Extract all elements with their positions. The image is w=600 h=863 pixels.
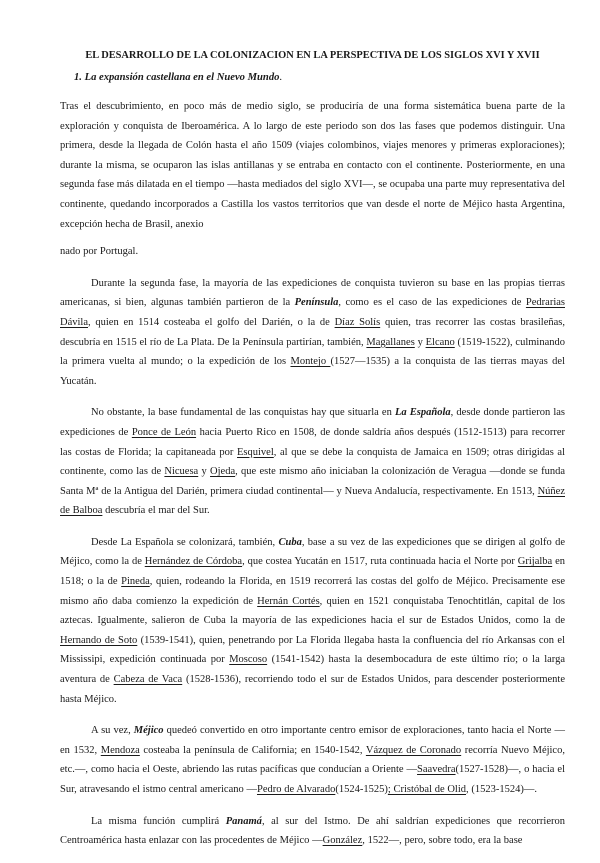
link-ponce-de-leon[interactable]: Ponce de León (131, 426, 197, 438)
text-span: y (414, 336, 426, 348)
text-span: (1539-1541), quien, penetrando por La Florida llegaba hasta la confluencia del río Arkansas con el Mississipi, expedición continuada por (60, 634, 565, 666)
text-span: y (198, 466, 211, 478)
document-page (60, 50, 565, 863)
link-elcano[interactable]: Elcano (425, 336, 455, 348)
paragraph-4 (60, 533, 565, 709)
paragraph-3 (60, 403, 565, 521)
subtitle-period: . (279, 72, 283, 83)
text-span: (1527-1528)—, o hacia el Sur, atravesando el istmo central americano — (60, 764, 565, 795)
text-span: , como es el caso de las expediciones de (338, 297, 526, 309)
section-subtitle (74, 72, 565, 83)
document-title: EL DESARROLLO DE LA COLONIZACION EN LA PERSPECTIVA DE LOS SIGLOS XVI Y XVII (85, 50, 540, 61)
link-grijalba[interactable]: Grijalba (517, 556, 553, 568)
text-span: , que este mismo año iniciaban la colonización de Veragua —donde se funda Santa Mª de la Antigua del Darién, primera ciudad continental— y Nueva Andalucía, respectivamente. En 1513, (60, 466, 565, 497)
text-span: (1527—1535) a la conquista de las tierras mayas del Yucatán. (60, 356, 566, 387)
text-span: (1528-1536), recorriendo todo el sur de Estados Unidos, para descender posteriormente hasta Méjico. (60, 674, 565, 705)
text-span: , quien, rodeando la Florida, en 1519 recorrerá las costas del golfo de Méjico. Precisamente ese mismo año daba comienzo la expedición de (60, 576, 565, 607)
link-moscoso[interactable]: Moscoso (229, 654, 268, 666)
text-span: , al sur del Istmo. De ahí saldrían expediciones que recorrieron Centroamérica hasta enlazar con las procedentes de Méjico — (60, 815, 565, 847)
text-span: A su vez, (91, 725, 134, 737)
emphasis-peninsula: Península (294, 297, 339, 309)
link-esquivel[interactable]: Esquivel (237, 446, 274, 458)
text-span: Durante la segunda fase, la mayoría de las expediciones de conquista tuvieron su base en las propias tierras americanas, si bien, algunas también partieron de la (60, 277, 565, 309)
link-magallanes[interactable]: Magallanes (366, 336, 415, 348)
text-span: , desde donde partieron las expediciones de (60, 407, 566, 438)
text-span: hacia Puerto Rico en 1508, de donde saldría años después (1512-1513) para recorrer las costas de Florida; la capitaneada por (60, 426, 565, 458)
link-hernando-de-soto[interactable]: Hernando de Soto (60, 634, 138, 646)
link-gonzalez[interactable]: González (322, 835, 363, 847)
text-span: Desde La Española se colonizará, también, (91, 536, 279, 548)
text-span: en 1518; o la de (60, 556, 565, 588)
link-cristobal-de-olid[interactable]: ; Cristóbal de Olid (387, 784, 467, 795)
link-nunez-de-balboa[interactable]: Núñez de Balboa (60, 485, 565, 517)
subtitle-text: 1. La expansión castellana en el Nuevo Mundo (74, 72, 280, 83)
paragraph-6 (60, 812, 565, 851)
emphasis-mejico: Méjico (133, 725, 164, 737)
link-pedro-de-alvarado[interactable]: Pedro de Alvarado (256, 784, 336, 795)
link-pineda[interactable]: Pineda (121, 576, 150, 588)
emphasis-cuba: Cuba (278, 536, 302, 548)
paragraph-2 (60, 274, 565, 392)
emphasis-la-espanola: La Española (394, 407, 451, 419)
text-span: , que costea Yucatán en 1517, ruta continuada hacia el Norte por (242, 556, 518, 568)
paragraph-1: Tras el descubrimiento, en poco más de medio siglo, se produciría de una forma sistemática buena parte de la exploración y conquista de Iberoamérica. A lo largo de este periodo son dos las fases que podemos distinguir. Una primera, desde la llegada de Colón hasta el año 1509 (viajes colombinos, viajes menores y primeras exploraciones); durante la misma, se ocuparon las islas antillanas y se entraba en contacto con el continente. Posteriormente, en una segunda fase más dilatada en el tiempo —hasta mediados del siglo XVI—, se ocupaba una parte muy representativa del continente, quedando incorporados a Castilla los vastos territorios que van desde el norte de Méjico hasta Argentina, excepción hecha de Brasil, anexio (60, 101, 565, 230)
link-diaz-solis[interactable]: Díaz Solís (334, 316, 381, 328)
link-hernan-cortes[interactable]: Hernán Cortés (257, 595, 320, 607)
link-hernandez-de-cordoba[interactable]: Hernández de Córdoba (144, 556, 243, 568)
link-montejo[interactable]: Montejo (290, 356, 331, 368)
paragraph-1-continuation: nado por Portugal. (60, 246, 139, 258)
text-span: recorría Nuevo Méjico, etc.—, como hacia el Oeste, abriendo las rutas pacíficas que conducían a Oriente — (60, 744, 565, 776)
text-span: , quien en 1514 costeaba el golfo del Darién, o la de (88, 316, 335, 328)
text-span: La misma función cumplirá (91, 815, 226, 827)
link-ojeda[interactable]: Ojeda (210, 466, 236, 478)
text-span: , 1522—, pero, sobre todo, era la base (362, 835, 523, 847)
text-span: quien, tras recorrer las costas brasileñas, descubría en 1515 el río de La Plata. De la Península partirían, también, (60, 316, 565, 348)
link-saavedra[interactable]: Saavedra (417, 764, 456, 776)
text-span: costeaba la península de California; en 1540-1542, (139, 744, 366, 756)
link-vazquez-de-coronado[interactable]: Vázquez de Coronado (365, 744, 462, 756)
text-span: (1519-1522), culminando la primera vuelta al mundo; o la expedición de los (60, 336, 566, 368)
text-span: (1541-1542) hasta la desembocadura de este último río; o la larga aventura de (60, 654, 565, 686)
text-span: descubría el mar del Sur. (102, 505, 210, 517)
text-span: , base a su vez de las expediciones que se dirigen al golfo de Méjico, como la de (60, 536, 565, 568)
link-pedrarias-davila[interactable]: Pedrarias Dávila (60, 297, 565, 328)
text-span: No obstante, la base fundamental de las conquistas hay que situarla en (91, 407, 395, 419)
link-cabeza-de-vaca[interactable]: Cabeza de Vaca (113, 674, 183, 686)
text-span: , quien en 1521 conquistaba Tenochtitlán, capital de los aztecas. Igualmente, salieron de Cuba la mayoría de las expediciones hacia el sur de Estados Unidos, como la de (60, 595, 566, 627)
text-span: , al que se debe la conquista de Jamaica en 1509; otras dirigidas al continente, como las de (60, 446, 565, 478)
text-span: , (1523-1524)—. (466, 784, 537, 795)
link-mendoza[interactable]: Mendoza (100, 744, 140, 756)
text-span: quedeó convertido en otro importante centro emisor de exploraciones, tanto hacia el Norte —en 1532, (60, 725, 565, 756)
link-nicuesa[interactable]: Nicuesa (164, 466, 199, 478)
paragraph-5 (60, 721, 565, 799)
text-span: (1524-1525) (335, 784, 388, 795)
emphasis-panama: Panamá (225, 815, 262, 827)
